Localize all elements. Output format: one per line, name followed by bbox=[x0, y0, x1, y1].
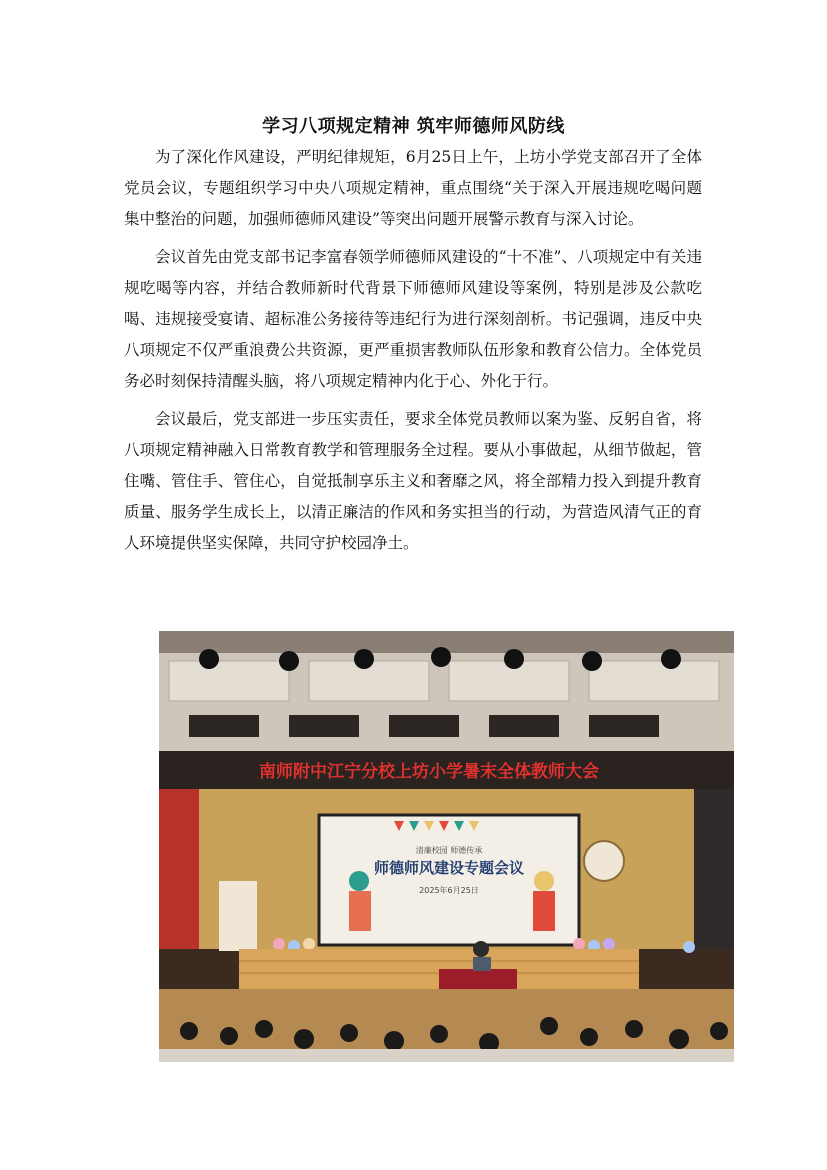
screen-title: 师德师风建设专题会议 bbox=[373, 859, 525, 877]
banner-text: 南师附中江宁分校上坊小学暑末全体教师大会 bbox=[259, 762, 599, 782]
paragraph-2: 会议首先由党支部书记李富春领学师德师风建设的“十不准”、八项规定中有关违规吃喝等内容，并结合教师新时代背景下师德师风建设等案例，特别是涉及公款吃喝、违规接受宴请、超标准公务接待等违纪行为进行深刻剖析。书记强调，违反中央八项规定不仅严重浪费公共资源，更严重损害教师队伍形象和教育公信力。全体党员务必时刻保持清醒头脑，将八项规定精神内化于心、外化于行。 bbox=[124, 248, 702, 390]
paragraph-1: 为了深化作风建设，严明纪律规矩，6月25日上午，上坊小学党支部召开了全体党员会议，专题组织学习中央八项规定精神，重点围绕“关于深入开展违规吃喝问题集中整治的问题，加强师德师风建设”等突出问题开展警示教育与深入讨论。 bbox=[124, 148, 702, 228]
screen-subtitle: 清廉校园 师德传承 bbox=[415, 846, 483, 855]
screen-date: 2025年6月25日 bbox=[419, 886, 479, 895]
meeting-photo bbox=[159, 631, 734, 1062]
paragraph-3: 会议最后，党支部进一步压实责任，要求全体党员教师以案为鉴、反躬自省，将八项规定精神融入日常教育教学和管理服务全过程。要从小事做起，从细节做起，管住嘴、管住手、管住心，自觉抵制享乐主义和奢靡之风，将全部精力投入到提升教育质量、服务学生成长上，以清正廉洁的作风和务实担当的行动，为营造风清气正的育人环境提供坚实保障，共同守护校园净土。 bbox=[124, 410, 702, 552]
document-title: 学习八项规定精神 筑牢师德师风防线 bbox=[262, 116, 565, 137]
document-body bbox=[124, 142, 702, 559]
